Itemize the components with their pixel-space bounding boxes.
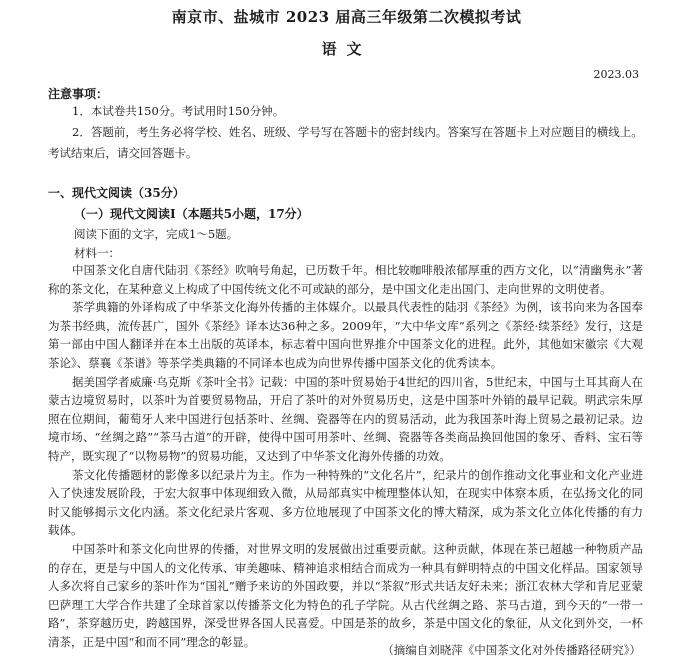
material-label: 材料一： [74,246,120,260]
passage-paragraph: 据美国学者威廉·乌克斯《茶叶全书》记载：中国的茶叶贸易始于4世纪的四川省，5世纪末，中国与土耳其商人在蒙古边境贸易时，以茶叶为首要贸易物品，开启了茶叶的对外贸易历史，这是中国茶叶外销的最早记载。明武宗朱厚照在位期间，葡萄牙人来中国进行包括茶叶、丝绸、瓷器等在内的贸易活动，此为我国茶叶海上贸易之最初记录。边境市场、“丝绸之路”“茶马古道”的开辟，使得中国可用茶叶、丝绸、瓷器等各类商品换回他国的象牙、香料、宝石等特产，既实现了“以物易物”的贸易功能，又达到了中华茶文化海外传播的功效。 [48,374,643,463]
passage-paragraph: 中国茶叶和茶文化向世界的传播，对世界文明的发展做出过重要贡献。这种贡献，体现在茶已超越一种物质产品的存在，更是与中国人的文化传承、审美趣味、精神追求相结合而成为一种具有鲜明特点的中国文化样品。国家领导人多次将自己家乡的茶叶作为“国礼”赠予来访的外国政要，并以“茶叙”形式共话友好未来；浙江农林大学和肯尼亚蒙巴萨理工大学合作共建了全球首家以传播茶文化为特色的孔子学院。从古代丝绸之路、茶马古道，到今天的“一带一路”，茶穿越历史，跨越国界，深受世界各国人民喜爱。中国是茶的故乡，茶是中国文化的象征，从文化到外交，一杯清茶，正是中国“和而不同”理念的彰显。 [48,541,643,649]
subject-title: 语文 [321,40,372,58]
subsection-title: （一）现代文阅读Ⅰ（本题共5小题，17分） [74,207,309,221]
reading-passage [48,261,643,651]
exam-date: 2023.03 [593,68,639,81]
passage-paragraph: 茶学典籍的外译构成了中华茶文化海外传播的主体媒介。以最具代表性的陆羽《茶经》为例，该书向来为各国奉为茶书经典，流传甚广，国外《茶经》译本达36种之多。2009年，“大中华文库”系列之《茶经·续茶经》发行，这是第一部由中国人翻译并在本土出版的英译本，标志着中国向世界推介中国茶文化的进程。此外，其他如宋徽宗《大观茶论》、蔡襄《茶谱》等茶学类典籍的不同译本也成为向世界传播中国茶文化的优秀读本。 [48,300,643,370]
passage-source: （摘编自刘晓萍《中国茶文化对外传播路径研究》） [382,643,641,657]
reading-instruction: 阅读下面的文字，完成1～5题。 [74,227,239,241]
exam-title: 南京市、盐城市 2023 届高三年级第二次模拟考试 [171,8,522,26]
passage-paragraph: 茶文化传播题材的影像多以纪录片为主。作为一种特殊的“文化名片”，纪录片的创作推动文化事业和文化产业进入了快速发展阶段，于宏大叙事中体现细致入微，从局部真实中梳理整体认知，在现实中体察本质，在弘扬文化的同时又能够揭示文化内涵。茶文化纪录片客观、多方位地展现了中国茶文化的博大精深，成为茶文化立体化传播的有力载体。 [48,467,643,538]
passage-paragraph: 中国茶文化自唐代陆羽《茶经》吹响号角起，已历数千年。相比较咖啡般浓郁厚重的西方文化，以“清幽隽永”著称的茶文化，在某种意义上构成了中国传统文化不可或缺的部分，是中国文化走出国门、走向世界的文明使者。 [48,263,643,296]
notice-heading: 注意事项： [48,87,109,101]
notice-item: 2．答题前，考生务必将学校、姓名、班级、学号写在答题卡的密封线内。答案写在答题卡上对应题目的横线上。考试结束后，请交回答题卡。 [48,125,643,160]
notice-item: 1．本试卷共150分。考试用时150分钟。 [72,104,285,118]
section-title: 一、现代文阅读（35分） [48,186,185,200]
